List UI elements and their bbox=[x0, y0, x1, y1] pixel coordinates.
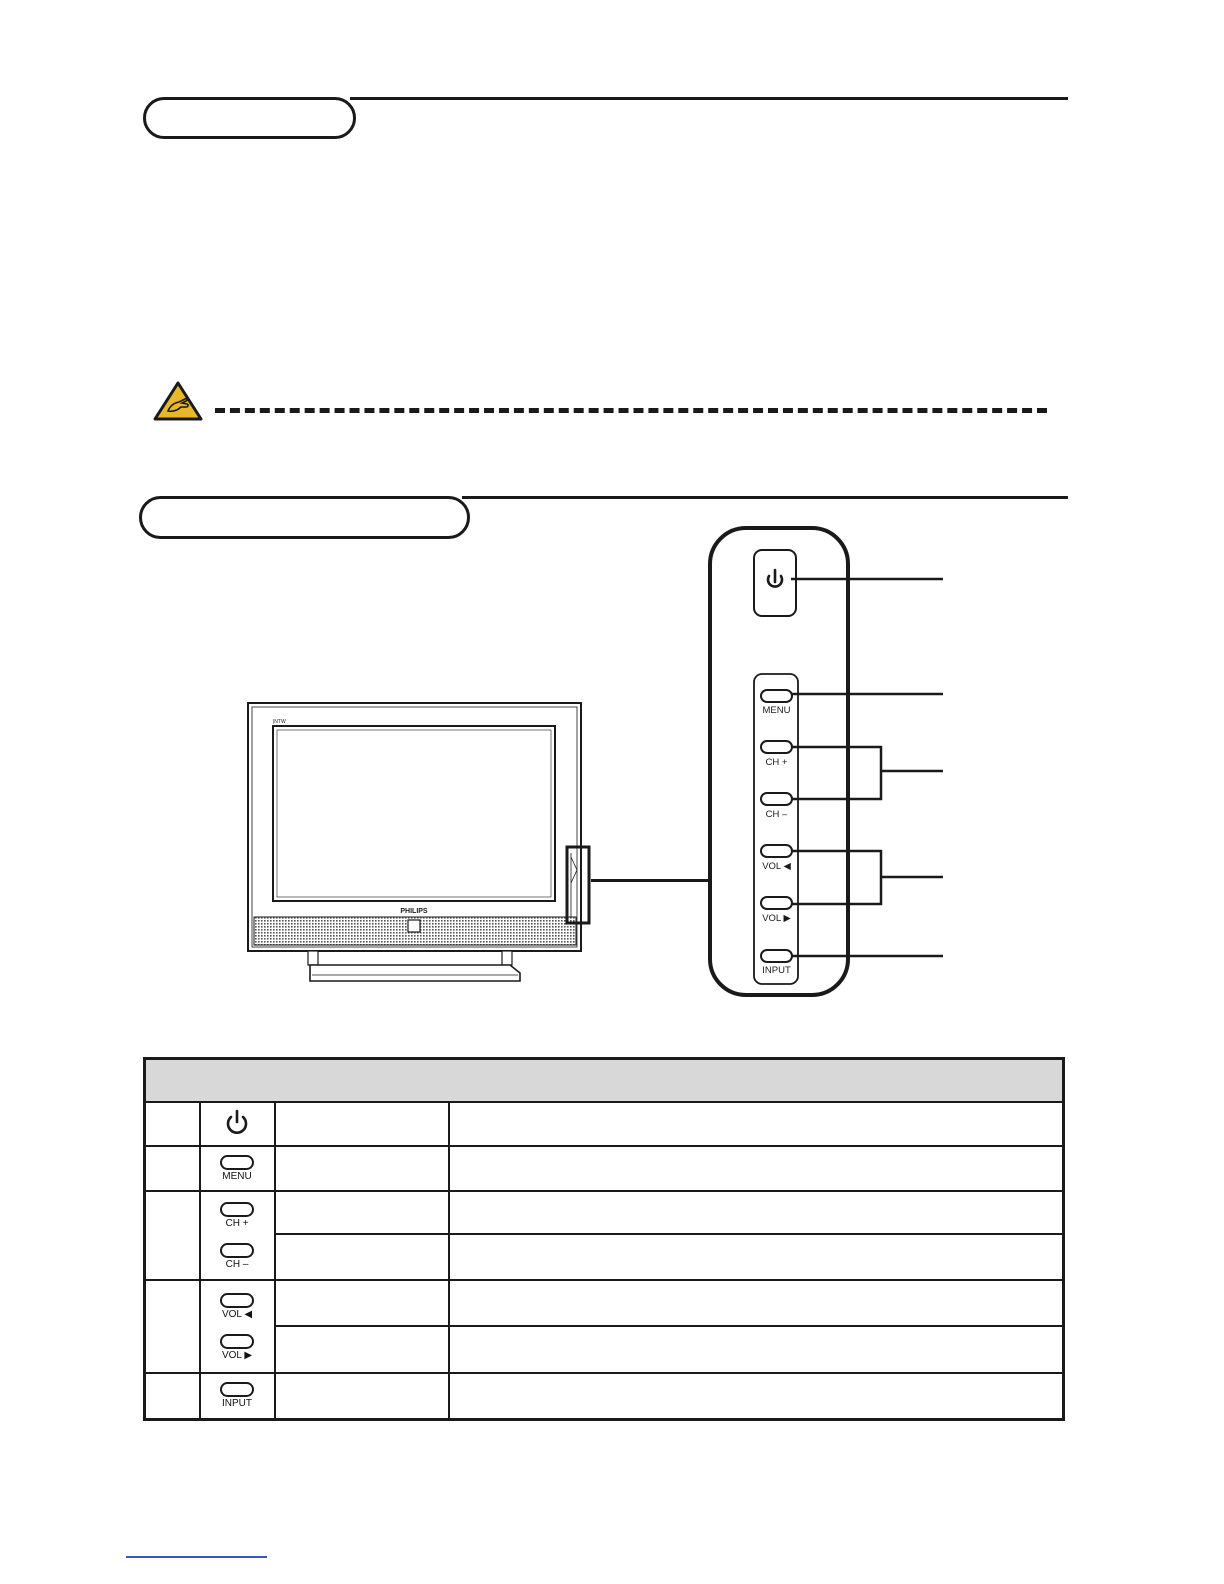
description-cell bbox=[449, 1146, 1064, 1191]
row-number-cell bbox=[145, 1102, 200, 1146]
function-cell bbox=[275, 1373, 449, 1419]
section-2-heading-pill bbox=[139, 496, 470, 539]
row-number-cell bbox=[145, 1191, 200, 1280]
panel-connector-line bbox=[591, 879, 712, 882]
panel-label-vol-right: VOL ▶ bbox=[762, 913, 791, 924]
description-cell bbox=[449, 1191, 1064, 1234]
row-number-cell bbox=[145, 1280, 200, 1373]
function-cell bbox=[275, 1280, 449, 1326]
button-cell bbox=[200, 1373, 275, 1419]
row-number-cell bbox=[145, 1146, 200, 1191]
table-row-vol-right bbox=[145, 1326, 1064, 1373]
menu-button-icon bbox=[220, 1155, 254, 1170]
vol-right-button-label: VOL ▶ bbox=[221, 1349, 253, 1361]
input-button-icon bbox=[220, 1382, 254, 1397]
table-row-vol-left bbox=[145, 1280, 1064, 1326]
vol-right-button-icon bbox=[220, 1334, 254, 1349]
description-cell bbox=[449, 1234, 1064, 1280]
table-header-cell bbox=[145, 1059, 1064, 1103]
vol-left-button-label: VOL ◀ bbox=[221, 1308, 253, 1320]
description-cell bbox=[449, 1102, 1064, 1146]
ch-minus-button-icon bbox=[220, 1243, 254, 1258]
button-cell bbox=[200, 1280, 275, 1373]
table-row-ch-minus bbox=[145, 1234, 1064, 1280]
tv-illustration bbox=[240, 695, 600, 990]
side-control-panel bbox=[700, 520, 960, 1005]
description-cell bbox=[449, 1326, 1064, 1373]
function-cell bbox=[275, 1191, 449, 1234]
svg-text:|NTW: |NTW bbox=[273, 719, 286, 725]
panel-label-input: INPUT bbox=[762, 965, 791, 976]
panel-label-vol-left: VOL ◀ bbox=[762, 861, 791, 872]
ch-plus-button-label: CH + bbox=[225, 1217, 249, 1229]
panel-label-ch-minus: CH – bbox=[765, 809, 788, 820]
controls-table bbox=[143, 1057, 1065, 1421]
power-icon bbox=[225, 1109, 249, 1135]
description-cell bbox=[449, 1280, 1064, 1326]
note-dashed-rule bbox=[215, 408, 1047, 413]
panel-label-ch-plus: CH + bbox=[765, 757, 788, 768]
ch-minus-button-label: CH – bbox=[225, 1258, 249, 1270]
button-cell bbox=[200, 1102, 275, 1146]
table-row-ch-plus bbox=[145, 1191, 1064, 1234]
function-cell bbox=[275, 1234, 449, 1280]
button-cell bbox=[200, 1146, 275, 1191]
table-row-power bbox=[145, 1102, 1064, 1146]
vol-left-button-icon bbox=[220, 1293, 254, 1308]
table-header-row bbox=[145, 1059, 1064, 1103]
section-2-rule bbox=[462, 496, 1068, 499]
section-1-heading-pill bbox=[143, 97, 356, 139]
panel-label-menu: MENU bbox=[762, 705, 791, 716]
input-button-label: INPUT bbox=[222, 1398, 252, 1410]
description-cell bbox=[449, 1373, 1064, 1419]
function-cell bbox=[275, 1146, 449, 1191]
table-row-input bbox=[145, 1373, 1064, 1419]
ch-plus-button-icon bbox=[220, 1202, 254, 1217]
function-cell bbox=[275, 1326, 449, 1373]
table-row-menu bbox=[145, 1146, 1064, 1191]
tv-brand-label: PHILIPS bbox=[400, 908, 428, 915]
footer-link-underline[interactable] bbox=[126, 1556, 267, 1558]
row-number-cell bbox=[145, 1373, 200, 1419]
function-cell bbox=[275, 1102, 449, 1146]
section-1-rule bbox=[350, 97, 1068, 100]
warning-hand-icon bbox=[152, 380, 204, 422]
button-cell bbox=[200, 1191, 275, 1280]
menu-button-label: MENU bbox=[222, 1171, 252, 1182]
